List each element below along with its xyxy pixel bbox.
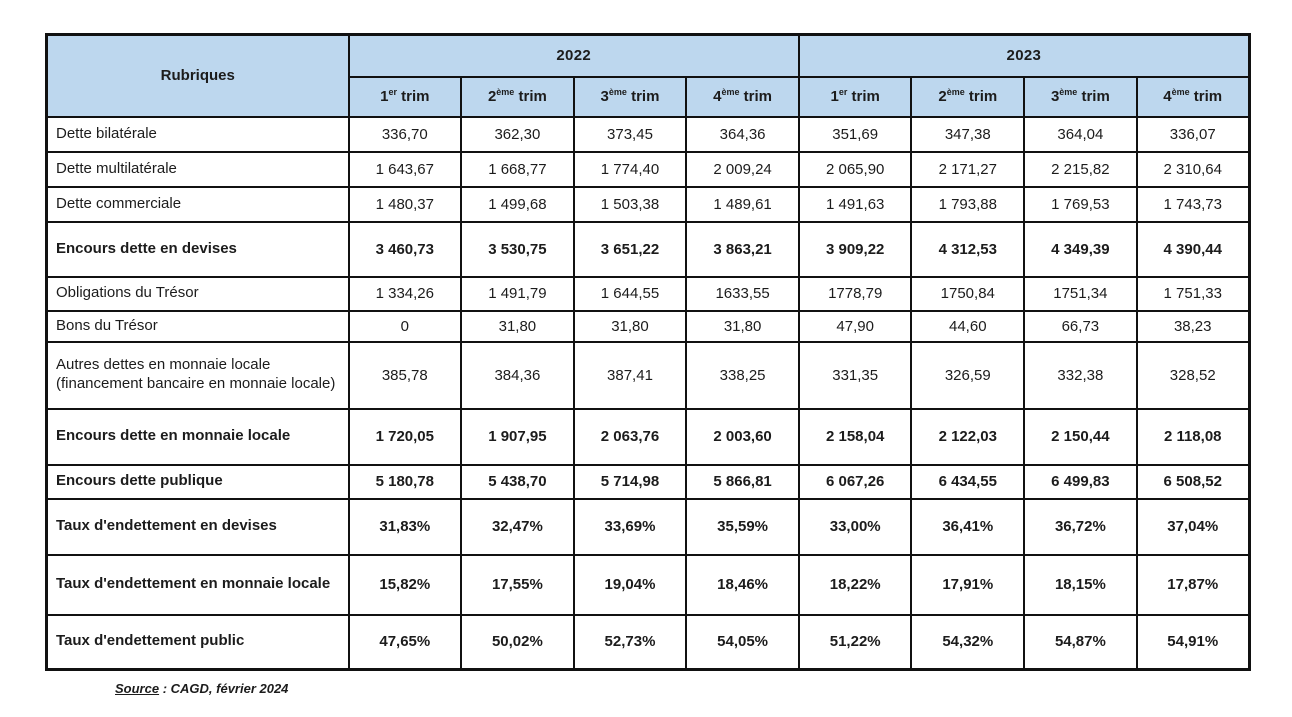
cell-value: 18,46%: [686, 555, 799, 615]
cell-value: 33,69%: [574, 499, 687, 555]
cell-value: 54,32%: [911, 615, 1024, 670]
cell-value: 2 009,24: [686, 152, 799, 187]
cell-value: 351,69: [799, 117, 912, 152]
cell-value: 1751,34: [1024, 277, 1137, 311]
cell-value: 38,23: [1137, 311, 1250, 342]
cell-value: 50,02%: [461, 615, 574, 670]
cell-value: 31,80: [461, 311, 574, 342]
quarter-header-2022-q4: 4ème trim: [686, 77, 799, 117]
cell-value: 18,15%: [1024, 555, 1137, 615]
cell-value: 1 491,63: [799, 187, 912, 222]
cell-value: 1 643,67: [349, 152, 462, 187]
cell-value: 15,82%: [349, 555, 462, 615]
cell-value: 2 003,60: [686, 409, 799, 465]
cell-value: 5 180,78: [349, 465, 462, 499]
table-row: [47, 555, 1250, 615]
cell-value: 5 438,70: [461, 465, 574, 499]
cell-value: 1750,84: [911, 277, 1024, 311]
cell-value: 387,41: [574, 342, 687, 409]
cell-value: 2 215,82: [1024, 152, 1137, 187]
cell-value: 326,59: [911, 342, 1024, 409]
cell-value: 36,41%: [911, 499, 1024, 555]
cell-value: 6 067,26: [799, 465, 912, 499]
quarter-header-2022-q1: 1er trim: [349, 77, 462, 117]
cell-value: 1 499,68: [461, 187, 574, 222]
cell-value: 66,73: [1024, 311, 1137, 342]
cell-value: 17,55%: [461, 555, 574, 615]
cell-value: 4 390,44: [1137, 222, 1250, 277]
cell-value: 18,22%: [799, 555, 912, 615]
cell-value: 37,04%: [1137, 499, 1250, 555]
cell-value: 1 334,26: [349, 277, 462, 311]
row-label: Dette multilatérale: [47, 152, 349, 187]
cell-value: 2 063,76: [574, 409, 687, 465]
cell-value: 5 866,81: [686, 465, 799, 499]
cell-value: 17,91%: [911, 555, 1024, 615]
cell-value: 1778,79: [799, 277, 912, 311]
row-label: Taux d'endettement en devises: [47, 499, 349, 555]
cell-value: 47,65%: [349, 615, 462, 670]
table-row: [47, 311, 1250, 342]
cell-value: 328,52: [1137, 342, 1250, 409]
cell-value: 35,59%: [686, 499, 799, 555]
cell-value: 2 171,27: [911, 152, 1024, 187]
row-label: Dette commerciale: [47, 187, 349, 222]
cell-value: 1 751,33: [1137, 277, 1250, 311]
table-row: [47, 409, 1250, 465]
quarter-header-2022-q2: 2ème trim: [461, 77, 574, 117]
year-header-2022: 2022: [349, 35, 799, 77]
cell-value: 2 158,04: [799, 409, 912, 465]
cell-value: 6 508,52: [1137, 465, 1250, 499]
cell-value: 0: [349, 311, 462, 342]
table-row: [47, 152, 1250, 187]
cell-value: 2 118,08: [1137, 409, 1250, 465]
row-label: Taux d'endettement public: [47, 615, 349, 670]
source-text: : CAGD, février 2024: [159, 681, 289, 696]
table-row: [47, 277, 1250, 311]
cell-value: 336,70: [349, 117, 462, 152]
row-label: Dette bilatérale: [47, 117, 349, 152]
cell-value: 31,80: [686, 311, 799, 342]
row-label: Obligations du Trésor: [47, 277, 349, 311]
cell-value: 1 774,40: [574, 152, 687, 187]
cell-value: 364,04: [1024, 117, 1137, 152]
quarter-header-2023-q3: 3ème trim: [1024, 77, 1137, 117]
cell-value: 3 651,22: [574, 222, 687, 277]
row-label: Bons du Trésor: [47, 311, 349, 342]
cell-value: 51,22%: [799, 615, 912, 670]
cell-value: 362,30: [461, 117, 574, 152]
cell-value: 1 907,95: [461, 409, 574, 465]
table-row: [47, 465, 1250, 499]
row-label: Encours dette en monnaie locale: [47, 409, 349, 465]
cell-value: 3 530,75: [461, 222, 574, 277]
cell-value: 3 863,21: [686, 222, 799, 277]
quarter-header-2023-q2: 2ème trim: [911, 77, 1024, 117]
quarter-header-2022-q3: 3ème trim: [574, 77, 687, 117]
cell-value: 1 489,61: [686, 187, 799, 222]
cell-value: 5 714,98: [574, 465, 687, 499]
cell-value: 1 503,38: [574, 187, 687, 222]
row-label: Encours dette en devises: [47, 222, 349, 277]
year-header-row: [47, 35, 1250, 77]
cell-value: 6 499,83: [1024, 465, 1137, 499]
rubriques-header: Rubriques: [47, 35, 349, 117]
quarter-header-2023-q4: 4ème trim: [1137, 77, 1250, 117]
cell-value: 1 668,77: [461, 152, 574, 187]
cell-value: 6 434,55: [911, 465, 1024, 499]
quarter-header-2023-q1: 1er trim: [799, 77, 912, 117]
cell-value: 36,72%: [1024, 499, 1137, 555]
cell-value: 384,36: [461, 342, 574, 409]
row-label: Encours dette publique: [47, 465, 349, 499]
cell-value: 1 491,79: [461, 277, 574, 311]
row-label: Taux d'endettement en monnaie locale: [47, 555, 349, 615]
cell-value: 44,60: [911, 311, 1024, 342]
cell-value: 4 349,39: [1024, 222, 1137, 277]
cell-value: 364,36: [686, 117, 799, 152]
table-row: [47, 117, 1250, 152]
cell-value: 1 480,37: [349, 187, 462, 222]
cell-value: 336,07: [1137, 117, 1250, 152]
cell-value: 1 793,88: [911, 187, 1024, 222]
debt-table: [45, 33, 1251, 671]
cell-value: 347,38: [911, 117, 1024, 152]
table-row: [47, 222, 1250, 277]
cell-value: 385,78: [349, 342, 462, 409]
source-label: Source: [115, 681, 160, 696]
cell-value: 54,87%: [1024, 615, 1137, 670]
cell-value: 31,80: [574, 311, 687, 342]
cell-value: 54,05%: [686, 615, 799, 670]
table-row: [47, 499, 1250, 555]
cell-value: 338,25: [686, 342, 799, 409]
cell-value: 1 769,53: [1024, 187, 1137, 222]
source-note: [115, 681, 288, 696]
cell-value: 2 122,03: [911, 409, 1024, 465]
cell-value: 1 743,73: [1137, 187, 1250, 222]
cell-value: 4 312,53: [911, 222, 1024, 277]
cell-value: 54,91%: [1137, 615, 1250, 670]
cell-value: 1 720,05: [349, 409, 462, 465]
cell-value: 2 310,64: [1137, 152, 1250, 187]
cell-value: 47,90: [799, 311, 912, 342]
cell-value: 52,73%: [574, 615, 687, 670]
cell-value: 1 644,55: [574, 277, 687, 311]
row-label: Autres dettes en monnaie locale (financement bancaire en monnaie locale): [47, 342, 349, 409]
cell-value: 373,45: [574, 117, 687, 152]
cell-value: 3 909,22: [799, 222, 912, 277]
table-row: [47, 342, 1250, 409]
cell-value: 3 460,73: [349, 222, 462, 277]
cell-value: 2 150,44: [1024, 409, 1137, 465]
cell-value: 31,83%: [349, 499, 462, 555]
cell-value: 19,04%: [574, 555, 687, 615]
cell-value: 2 065,90: [799, 152, 912, 187]
cell-value: 17,87%: [1137, 555, 1250, 615]
cell-value: 332,38: [1024, 342, 1137, 409]
cell-value: 33,00%: [799, 499, 912, 555]
cell-value: 32,47%: [461, 499, 574, 555]
year-header-2023: 2023: [799, 35, 1249, 77]
cell-value: 331,35: [799, 342, 912, 409]
table-row: [47, 615, 1250, 670]
table-row: [47, 187, 1250, 222]
cell-value: 1633,55: [686, 277, 799, 311]
